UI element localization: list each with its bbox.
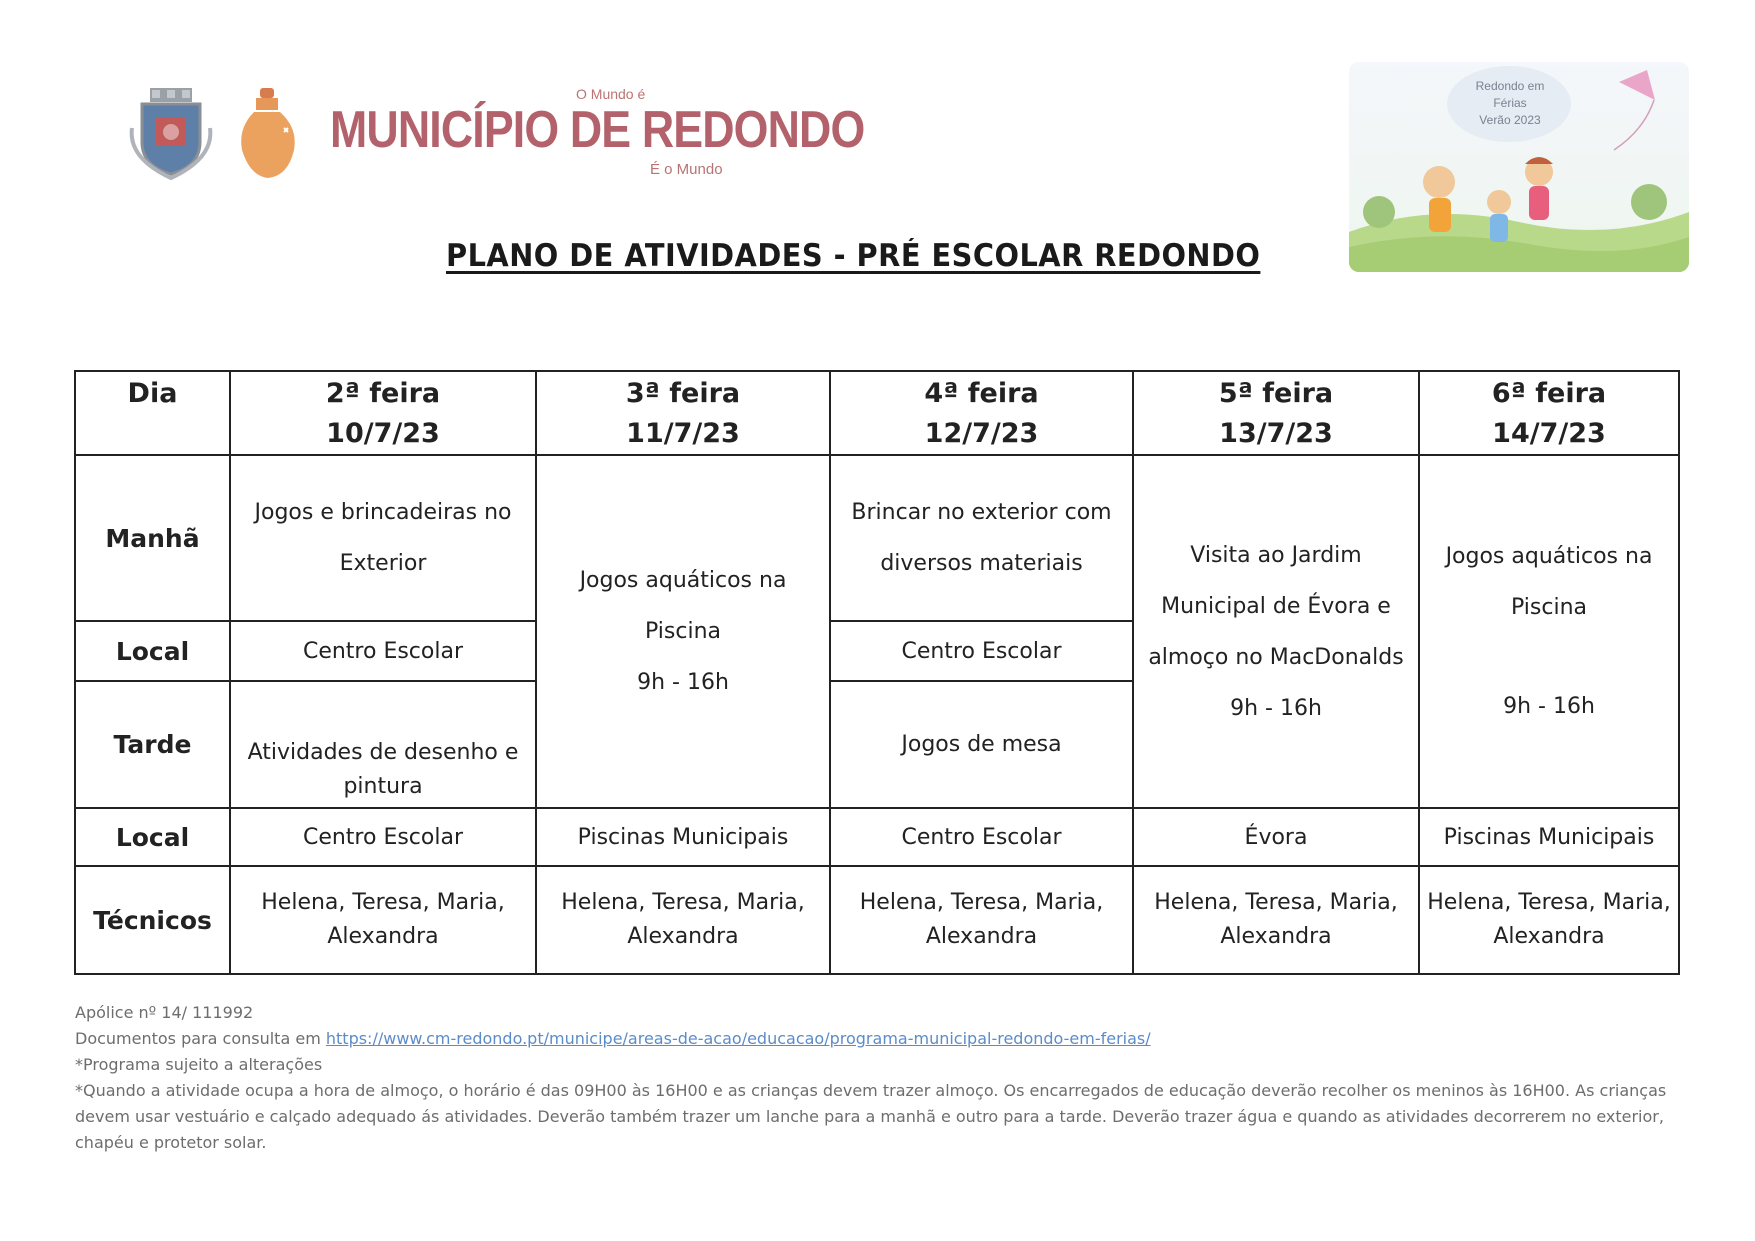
insurance-policy: Apólice nº 14/ 111992 <box>75 1003 254 1022</box>
cell-monday-afternoon: Atividades de desenho e pintura <box>230 681 536 808</box>
note-subject-to-change: *Programa sujeito a alterações <box>75 1055 323 1074</box>
hours-text: 9h - 16h <box>1230 695 1322 721</box>
date-label: 13/7/23 <box>1219 418 1333 449</box>
cell-wednesday-morning: Brincar no exterior com diversos materiais <box>830 455 1133 621</box>
documents-link[interactable]: https://www.cm-redondo.pt/municipe/areas-de-acao/educacao/programa-municipal-redondo-em-ferias/ <box>325 1029 1151 1048</box>
cell-thursday-local: Évora <box>1133 808 1419 866</box>
weekday-label: 3ª feira <box>625 378 741 409</box>
table-row-morning <box>75 455 1679 621</box>
cell-wednesday-local: Centro Escolar <box>830 808 1133 866</box>
weekday-label: 2ª feira <box>325 378 441 409</box>
row-label-morning: Manhã <box>75 455 230 621</box>
clay-jar-logo-icon <box>236 88 300 180</box>
column-header-tuesday <box>536 371 830 455</box>
cell-wednesday-local: Centro Escolar <box>830 621 1133 681</box>
activity-text: Visita ao Jardim Municipal de Évora e almoço no MacDonalds <box>1148 542 1404 670</box>
cell-tuesday-staff: Helena, Teresa, Maria, Alexandra <box>536 866 830 974</box>
cell-monday-staff: Helena, Teresa, Maria, Alexandra <box>230 866 536 974</box>
cell-friday-local: Piscinas Municipais <box>1419 808 1679 866</box>
cell-wednesday-staff: Helena, Teresa, Maria, Alexandra <box>830 866 1133 974</box>
cell-monday-local: Centro Escolar <box>230 808 536 866</box>
column-header-wednesday <box>830 371 1133 455</box>
table-row-staff <box>75 866 1679 974</box>
brand-tagline-top: O Mundo é <box>576 86 646 102</box>
cell-thursday-staff: Helena, Teresa, Maria, Alexandra <box>1133 866 1419 974</box>
footer-notes <box>75 1000 1675 1156</box>
hours-text: 9h - 16h <box>637 670 729 695</box>
date-label: 12/7/23 <box>924 418 1039 449</box>
column-header-day: Dia <box>75 371 230 455</box>
documents-line <box>75 1026 1675 1052</box>
table-header-row <box>75 371 1679 455</box>
activity-schedule-table <box>74 370 1680 975</box>
date-label: 10/7/23 <box>326 418 440 449</box>
cell-wednesday-afternoon: Jogos de mesa <box>830 681 1133 808</box>
cell-friday-activity <box>1419 455 1679 808</box>
brand-tagline-bottom: É o Mundo <box>650 161 723 178</box>
page-title: PLANO DE ATIVIDADES - PRÉ ESCOLAR REDONDO <box>446 238 1261 274</box>
date-label: 14/7/23 <box>1492 418 1606 449</box>
cell-tuesday-activity <box>536 455 830 808</box>
weekday-label: 4ª feira <box>924 378 1039 409</box>
cell-friday-staff: Helena, Teresa, Maria, Alexandra <box>1419 866 1679 974</box>
row-label-local: Local <box>75 621 230 681</box>
weekday-label: 6ª feira <box>1491 378 1607 409</box>
row-label-local: Local <box>75 808 230 866</box>
cell-monday-morning: Jogos e brincadeiras no Exterior <box>230 455 536 621</box>
column-header-friday <box>1419 371 1679 455</box>
column-header-monday <box>230 371 536 455</box>
summer-badge-text: Redondo em Férias Verão 2023 <box>1475 79 1545 127</box>
municipality-logo-text: MUNICÍPIO DE REDONDO <box>330 101 865 159</box>
cell-monday-local: Centro Escolar <box>230 621 536 681</box>
cell-tuesday-local: Piscinas Municipais <box>536 808 830 866</box>
cell-thursday-activity <box>1133 455 1419 808</box>
hours-text: 9h - 16h <box>1503 694 1595 719</box>
row-label-staff: Técnicos <box>75 866 230 974</box>
documents-label: Documentos para consulta em <box>75 1029 321 1048</box>
activity-text: Jogos aquáticos na Piscina <box>1445 544 1653 620</box>
coat-of-arms-icon <box>128 88 214 180</box>
date-label: 11/7/23 <box>626 418 740 449</box>
weekday-label: 5ª feira <box>1218 378 1334 409</box>
note-lunch-instructions: *Quando a atividade ocupa a hora de almoço, o horário é das 09H00 às 16H00 e as crianças devem trazer almoço. Os encarregados de educação deverão recolher os meninos às 16H00. As crianças devem usar vestuário e calçado adequado ás atividades. Deverão também trazer um lanche para a manhã e outro para a tarde. Deverão trazer água e quando as atividades decorrerem no exterior, chapéu e protetor solar. <box>75 1081 1667 1152</box>
column-header-thursday <box>1133 371 1419 455</box>
activity-text: Jogos aquáticos na Piscina <box>579 568 787 644</box>
row-label-afternoon: Tarde <box>75 681 230 808</box>
table-row-local-afternoon <box>75 808 1679 866</box>
